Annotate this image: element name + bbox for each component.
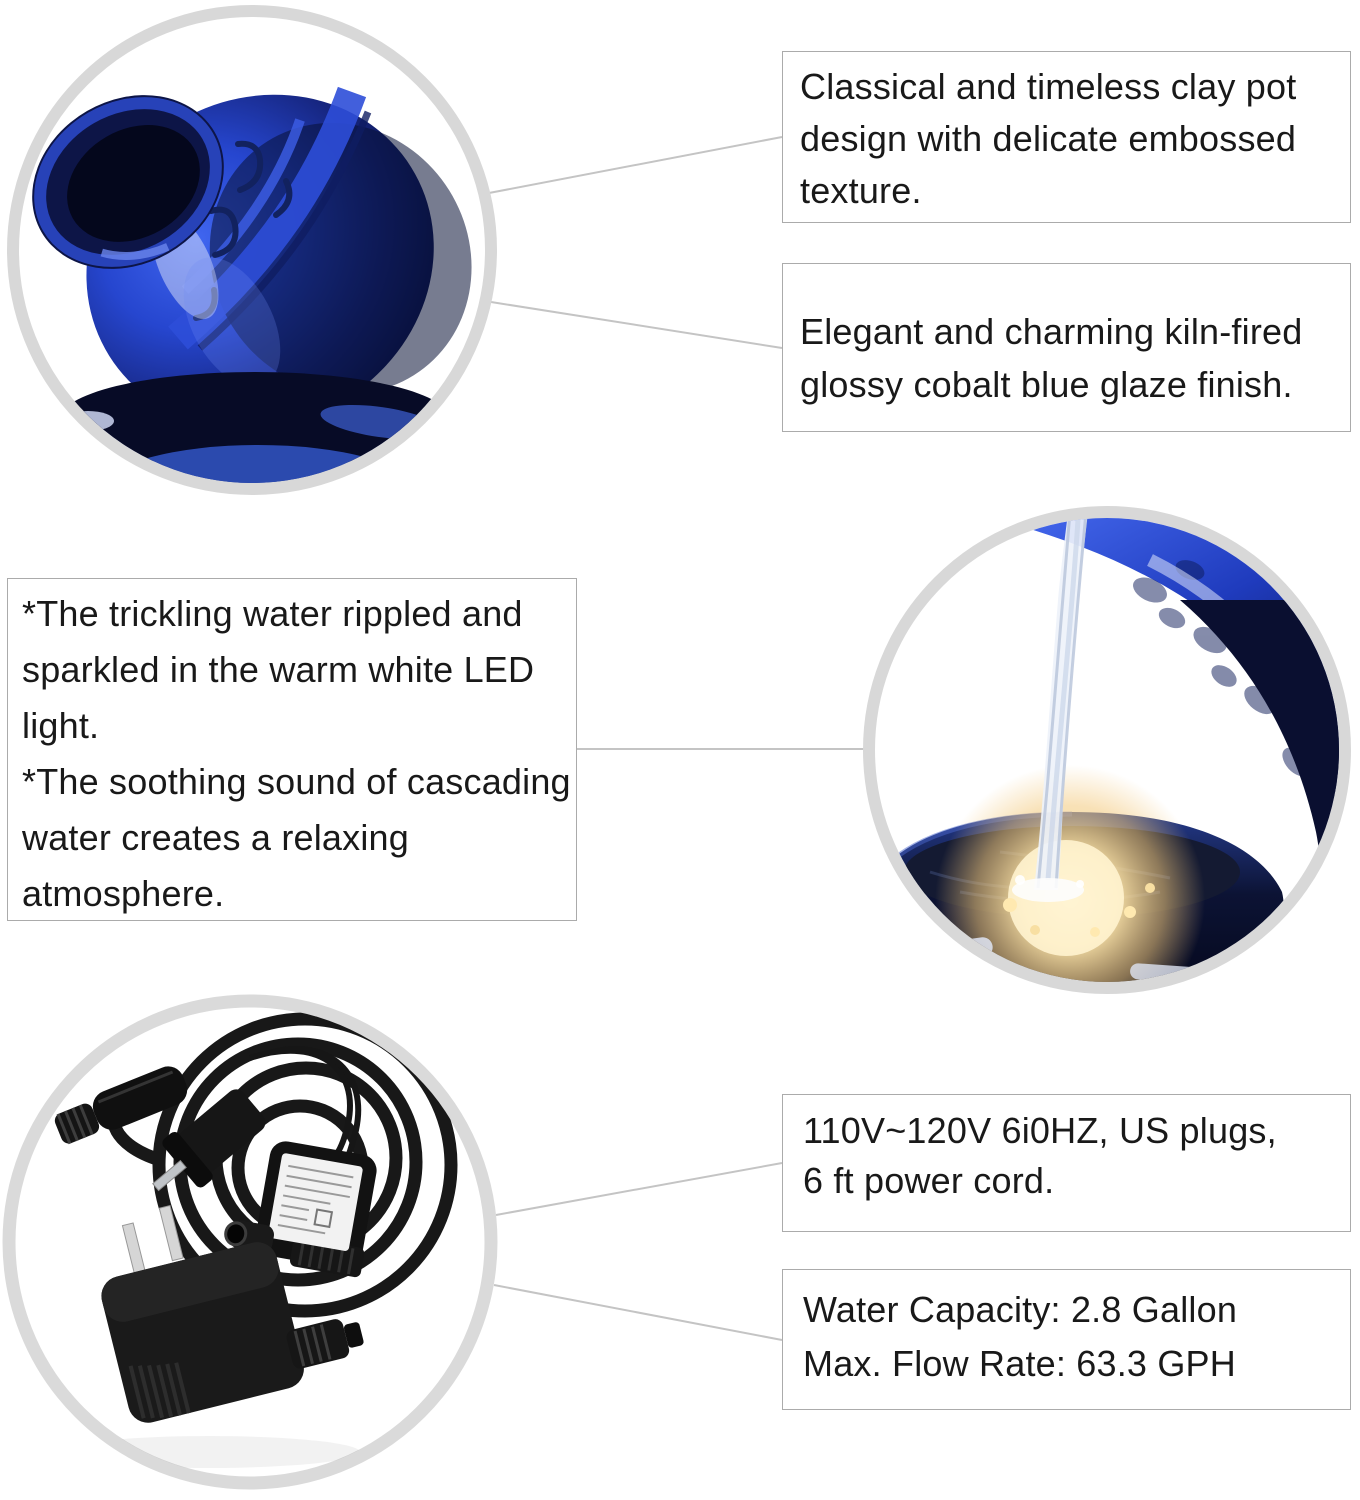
clay-pot-closeup-photo	[0, 11, 522, 529]
callout-text-line: Classical and timeless clay pot	[800, 66, 1297, 107]
callout-text-line: water creates a relaxing	[22, 817, 409, 858]
callout-text-line: *The trickling water rippled and	[22, 593, 523, 634]
connector-line-pot-to-glaze-box	[491, 302, 782, 348]
led-glow	[935, 765, 1205, 1035]
callout-text-line: texture.	[800, 170, 922, 211]
callout-text-line: atmosphere.	[22, 873, 225, 914]
callout-text-line: 110V~120V 6i0HZ, US plugs,	[803, 1110, 1277, 1151]
connector-line-pump-to-power-box	[496, 1163, 782, 1215]
connector-line-pump-to-capacity-box	[494, 1285, 782, 1340]
callout-text-line: 6 ft power cord.	[803, 1160, 1055, 1201]
callout-text-line: Water Capacity: 2.8 Gallon	[803, 1289, 1238, 1330]
callout-text-line: Elegant and charming kiln-fired	[800, 311, 1303, 352]
connector-line-pot-to-design-box	[489, 137, 782, 193]
callout-clay-pot-design	[782, 51, 1351, 223]
callout-text-line: Max. Flow Rate: 63.3 GPH	[803, 1343, 1236, 1384]
callout-capacity-spec	[782, 1269, 1351, 1410]
callout-text-line: glossy cobalt blue glaze finish.	[800, 364, 1293, 405]
callout-text-line: design with delicate embossed	[800, 118, 1297, 159]
callout-text-line: light.	[22, 705, 100, 746]
callout-led-and-sound	[7, 578, 577, 921]
water-pour-led-glow-photo	[869, 512, 1345, 1035]
callout-power-spec	[782, 1094, 1351, 1232]
callout-text-line: sparkled in the warm white LED	[22, 649, 535, 690]
callout-glaze-finish	[782, 263, 1351, 432]
pump-adapter-cord-photo	[9, 1001, 491, 1483]
callout-text-line: *The soothing sound of cascading	[22, 761, 571, 802]
